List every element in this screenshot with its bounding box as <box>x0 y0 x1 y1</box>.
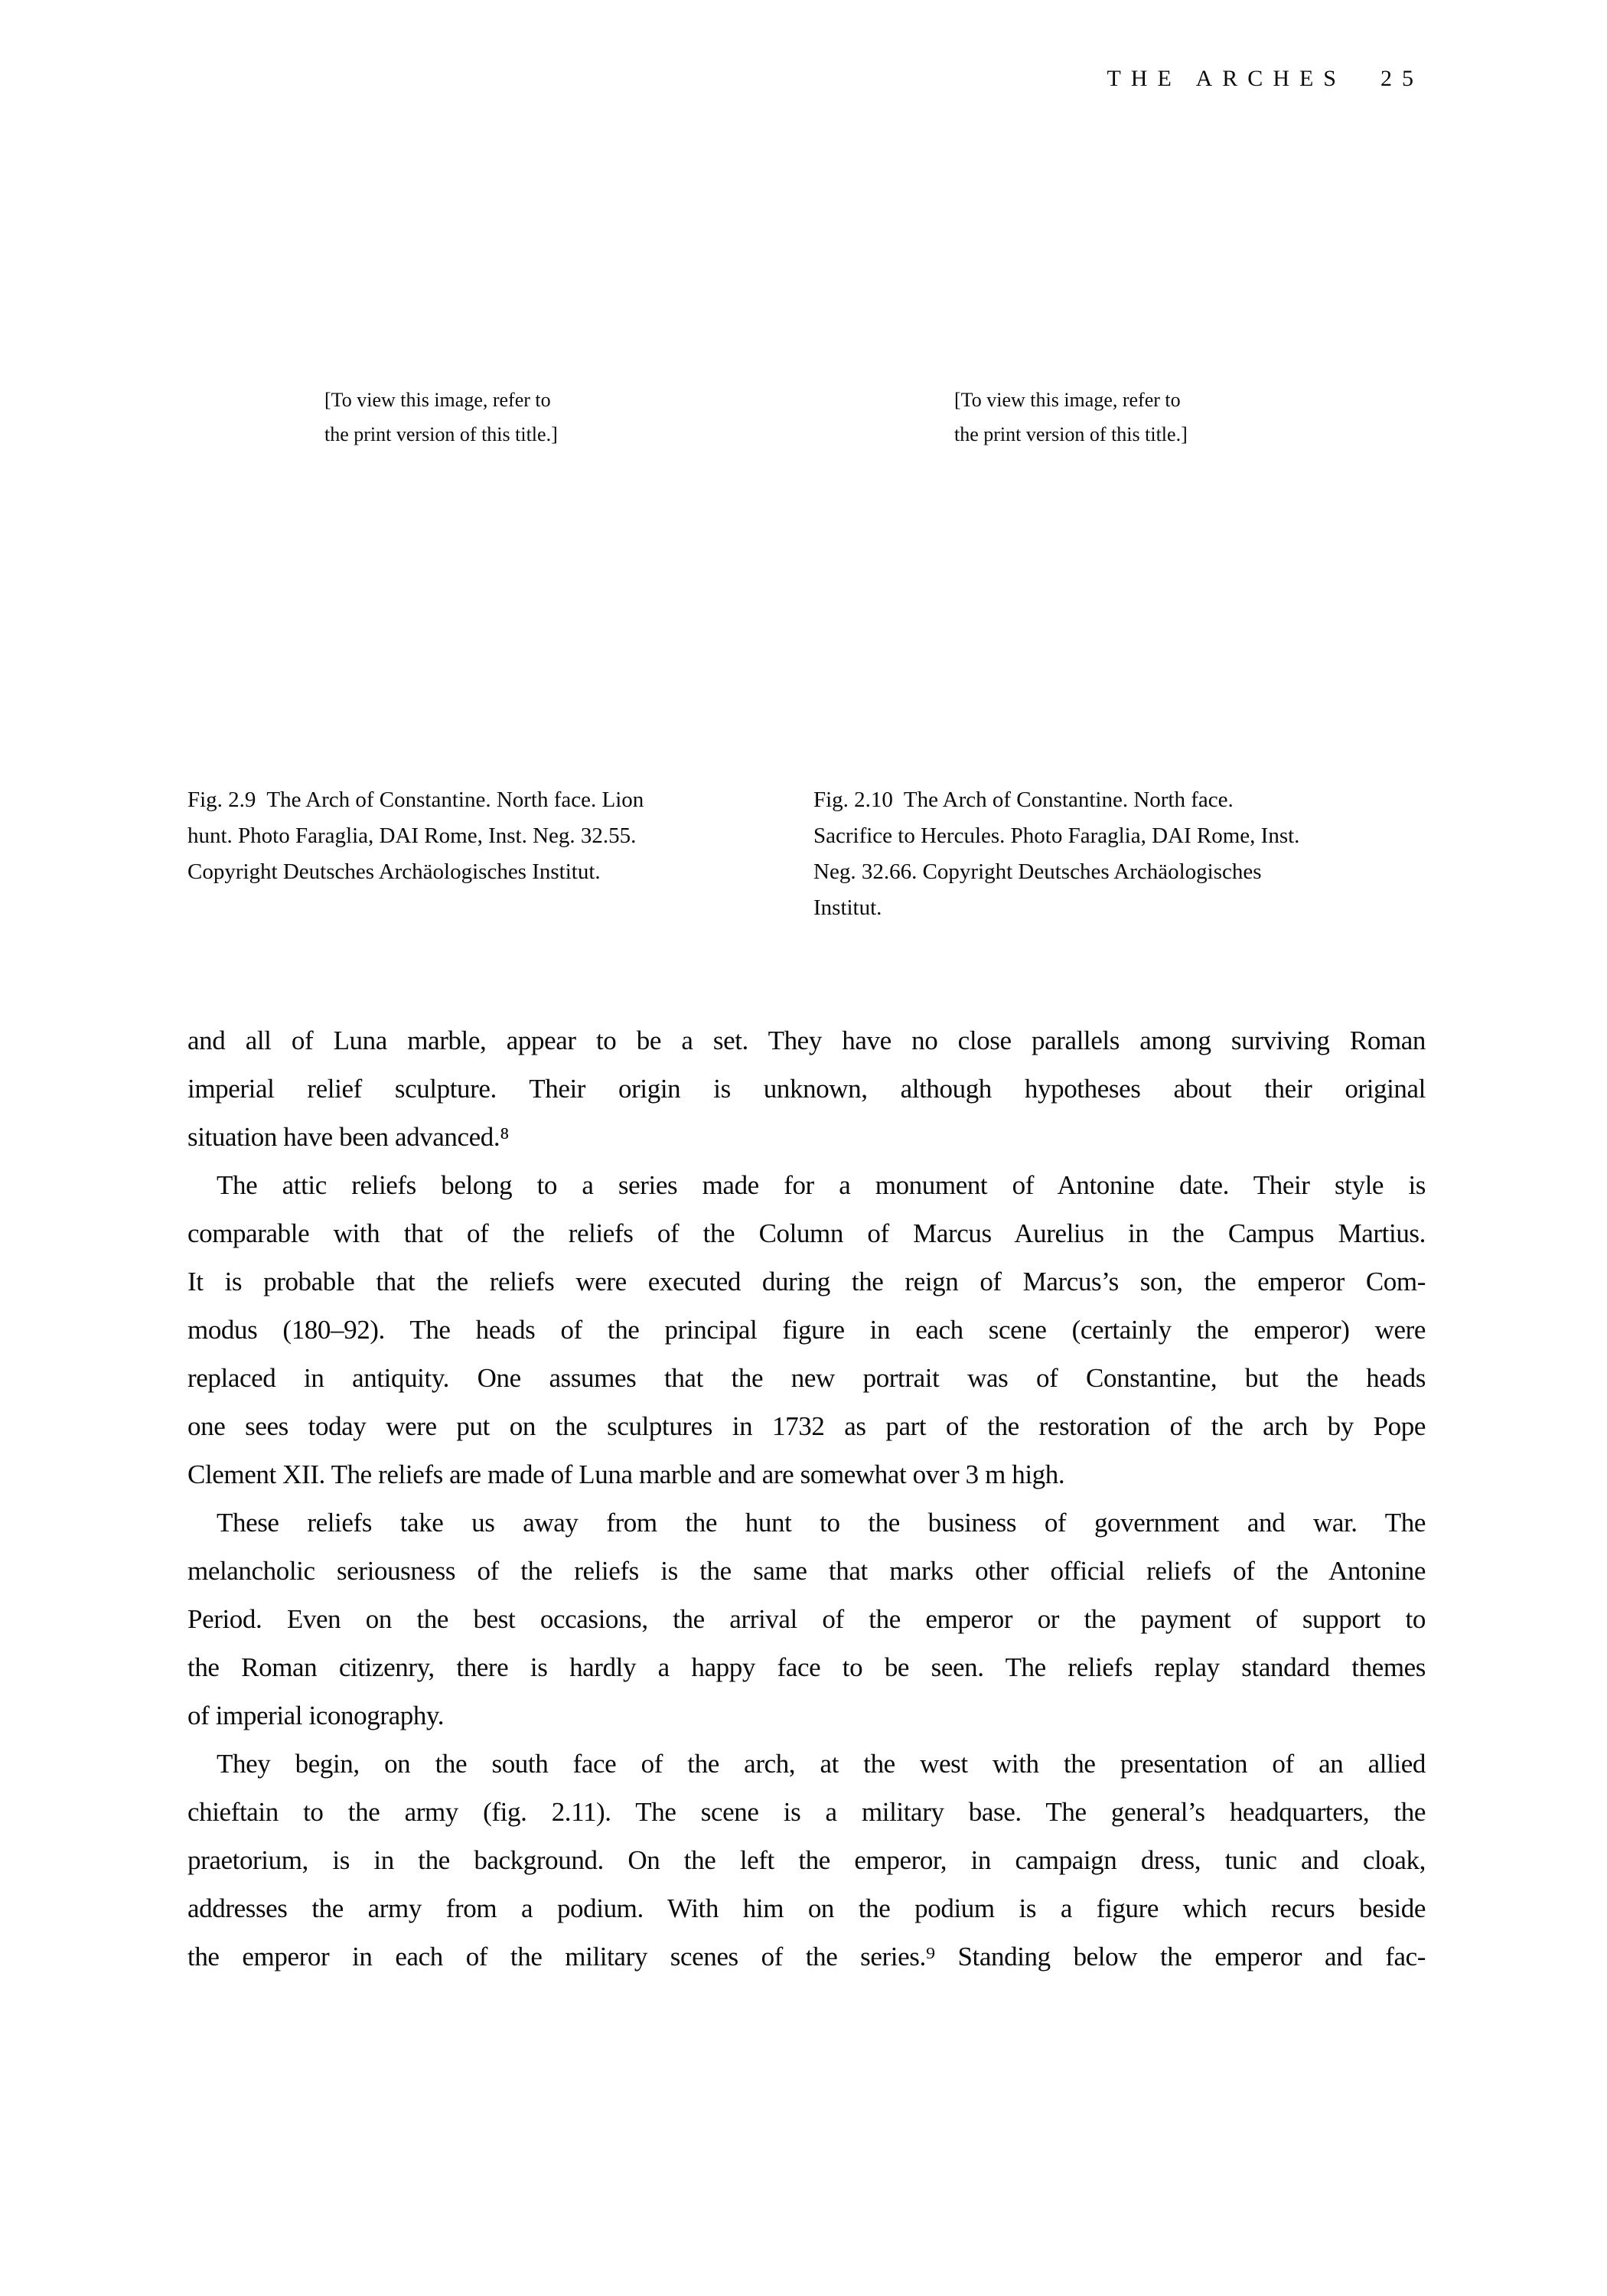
text-line: the print version of this title.] <box>954 423 1188 445</box>
text-line: These reliefs take us away from the hunt to the business of government and war. The <box>217 1508 1426 1538</box>
text-line: [To view this image, refer to <box>324 389 551 411</box>
text-line: Fig. 2.9 The Arch of Constantine. North face. Lion <box>187 788 644 812</box>
text-line: of imperial iconography. <box>187 1701 445 1730</box>
text-line: melancholic seriousness of the reliefs is the same that marks other official reliefs of the Antonine <box>187 1556 1426 1586</box>
paragraph <box>187 1740 1426 1981</box>
running-header <box>1107 67 1423 90</box>
figure-placeholder-left <box>324 383 558 452</box>
text-line: praetorium, is in the background. On the left the emperor, in campaign dress, tunic and cloak, <box>187 1845 1426 1875</box>
paragraph <box>187 1016 1426 1161</box>
body-text <box>187 1016 1426 1981</box>
text-line: Copyright Deutsches Archäologisches Institut. <box>187 859 601 884</box>
text-line: [To view this image, refer to <box>954 389 1181 411</box>
text-line: Sacrifice to Hercules. Photo Faraglia, DAI Rome, Inst. <box>813 823 1300 848</box>
text-line: situation have been advanced.⁸ <box>187 1122 510 1152</box>
text-line: hunt. Photo Faraglia, DAI Rome, Inst. Neg. 32.55. <box>187 823 637 848</box>
text-line: and all of Luna marble, appear to be a set. They have no close parallels among surviving Roman <box>187 1026 1426 1055</box>
page-number: 25 <box>1380 66 1423 91</box>
text-line: chieftain to the army (fig. 2.11). The scene is a military base. The general’s headquarters, the <box>187 1797 1426 1827</box>
paragraph <box>187 1161 1426 1499</box>
text-line: They begin, on the south face of the arch, at the west with the presentation of an allied <box>217 1749 1426 1779</box>
text-line: The attic reliefs belong to a series made for a monument of Antonine date. Their style is <box>217 1170 1426 1200</box>
text-line: the emperor in each of the military scenes of the series.⁹ Standing below the emperor and fac- <box>187 1942 1426 1971</box>
text-line: Neg. 32.66. Copyright Deutsches Archäologisches <box>813 859 1262 884</box>
text-line: imperial relief sculpture. Their origin is unknown, although hypotheses about their original <box>187 1074 1426 1104</box>
text-line: one sees today were put on the sculptures in 1732 as part of the restoration of the arch by Pope <box>187 1411 1426 1441</box>
text-line: the print version of this title.] <box>324 423 558 445</box>
text-line: Clement XII. The reliefs are made of Luna marble and are somewhat over 3 m high. <box>187 1459 1065 1489</box>
figure-placeholder-right <box>954 383 1188 452</box>
figure-caption-right <box>813 782 1433 926</box>
figure-caption-left <box>187 782 792 890</box>
text-line: Institut. <box>813 895 882 920</box>
text-line: replaced in antiquity. One assumes that the new portrait was of Constantine, but the heads <box>187 1363 1426 1393</box>
text-line: Period. Even on the best occasions, the arrival of the emperor or the payment of support to <box>187 1604 1426 1634</box>
text-line: comparable with that of the reliefs of the Column of Marcus Aurelius in the Campus Martius. <box>187 1218 1426 1248</box>
running-title: THE ARCHES <box>1107 66 1346 91</box>
paragraph <box>187 1499 1426 1740</box>
text-line: addresses the army from a podium. With him on the podium is a figure which recurs beside <box>187 1893 1426 1923</box>
text-line: Fig. 2.10 The Arch of Constantine. North face. <box>813 788 1234 812</box>
text-line: the Roman citizenry, there is hardly a happy face to be seen. The reliefs replay standard themes <box>187 1652 1426 1682</box>
text-line: It is probable that the reliefs were executed during the reign of Marcus’s son, the emperor Com- <box>187 1267 1426 1296</box>
text-line: modus (180–92). The heads of the principal figure in each scene (certainly the emperor) were <box>187 1315 1426 1345</box>
